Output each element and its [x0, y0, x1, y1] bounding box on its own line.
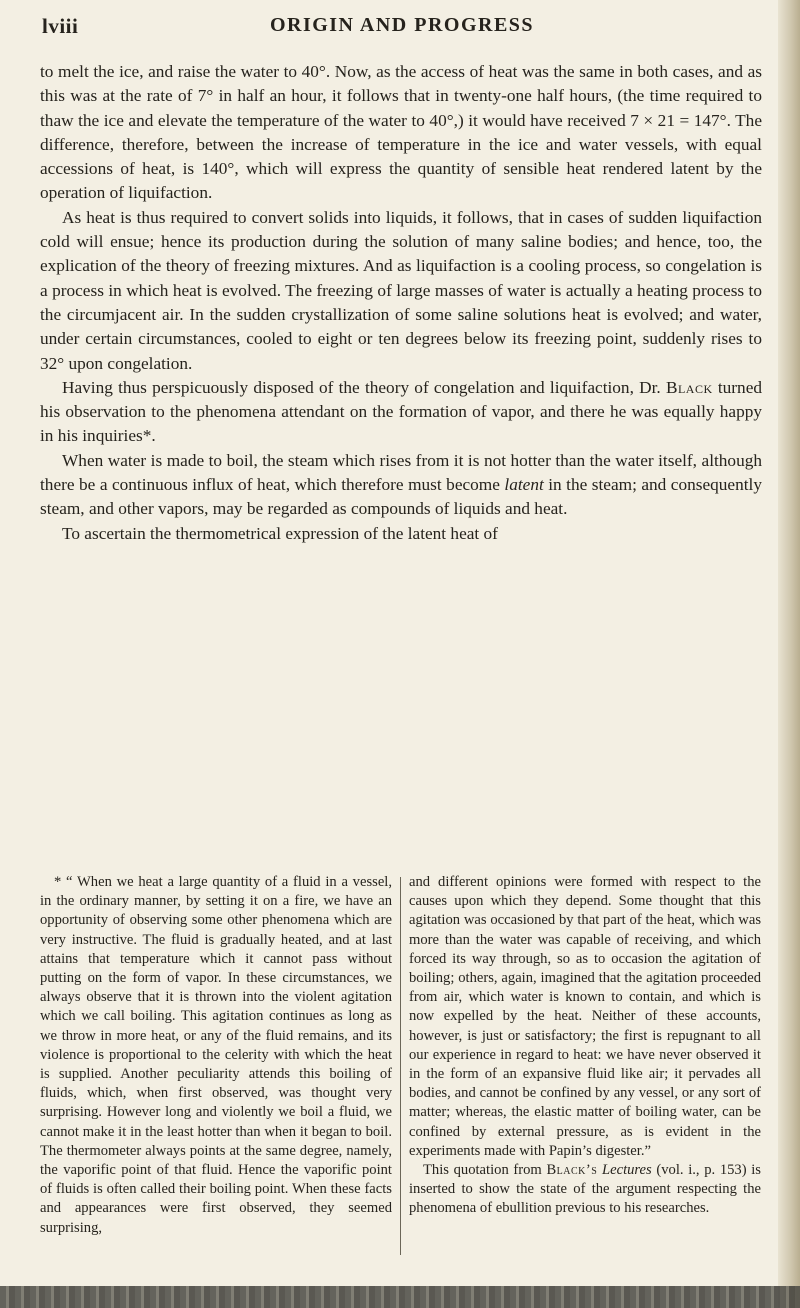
paragraph-3	[40, 376, 762, 449]
paragraph-4-text-a: When water is made to boil, the steam which rises from it is not hotter than the water itself, although there be a continuous influx of heat, which therefore must become	[40, 450, 762, 495]
paragraph-4-text-b: in the steam; and consequently steam, and other vapors, may be regarded as compounds of liquids and heat.	[40, 475, 762, 519]
footnote-right-2b: (vol. i., p. 153) is inserted to show the state of the argument respecting the phenomena of ebullition previous to his researches.	[409, 1162, 761, 1217]
column-divider	[400, 877, 401, 1255]
paragraph-4	[40, 449, 762, 522]
page-edge-bottom	[0, 1286, 800, 1308]
page-header	[42, 14, 762, 44]
paragraph-5: To ascertain the thermometrical expression of the latent heat of	[62, 523, 498, 543]
paragraph-2: As heat is thus required to convert solids into liquids, it follows, that in cases of sudden liquifaction cold will ensue; hence its production during the solution of many saline bodies; and hence, too, the explication of the theory of freezing mixtures. And as liquifaction is a cooling process, so congelation is a process in which heat is evolved. The freezing of large masses of water is actually a heating process to the circumjacent air. In the sudden crystallization of some saline solutions heat is evolved; and water, under certain circumstances, cooled to eight or ten degrees below its freezing point, suddenly rises to 32° upon congelation.	[40, 207, 762, 373]
paragraph-1: to melt the ice, and raise the water to 40°. Now, as the access of heat was the same in both cases, and as this was at the rate of 7° in half an hour, it follows that in twenty-one half hours, (the time required to thaw the ice and elevate the temperature of the water to 40°,) it would have received 7 × 21 = 147°. The difference, therefore, between the increase of temperature in the ice and water vessels, with equal accessions of heat, is 140°, which will express the quantity of sensible heat rendered latent by the operation of liquifaction.	[40, 62, 762, 203]
footnote-column-right	[409, 873, 761, 1219]
main-text	[40, 60, 762, 546]
paragraph-3-text-b: turned his observation to the phenomena attendant on the formation of vapor, and there he was equally happy in his inquiries*.	[40, 377, 763, 446]
footnote-left-text: * “ When we heat a large quantity of a fluid in a vessel, in the ordinary manner, by setting it on a fire, we have an opportunity of observing some other phenomena which are very instructive. The fluid is gradually heated, and at last attains that temperature which it cannot pass without putting on the form of vapor. In these circumstances, we always observe that it is thrown into the violent agitation which we call boiling. This agitation continues as long as we throw in more heat, or any of the fluid remains, and its violence is proportional to the celerity with which the heat is supplied. Another peculiarity attends this boiling of fluids, which, when first observed, was thought very surprising. However long and violently we boil a fluid, we cannot make it in the least hotter than when it began to boil. The thermometer always points at the same degree, namely, the vaporific point of that fluid. Hence the vaporific point of fluids is often called their boiling point. When these facts and appearances were first observed, they seemed surprising,	[40, 874, 392, 1236]
paragraph-3-text-a: Having thus perspicuously disposed of the theory of congelation and liquifaction, Dr.	[62, 377, 666, 397]
page-number: lviii	[42, 14, 79, 38]
page-edge-right	[778, 0, 800, 1308]
italic-latent: latent	[504, 475, 544, 495]
name-black: Black	[665, 377, 713, 397]
running-head: ORIGIN AND PROGRESS	[269, 14, 535, 36]
footnote-right-text-1: and different opinions were formed with respect to the causes upon which they depend. Some thought that this agitation was occasioned by that part of the heat, which was more than the water was capable of receiving, and which forced its way through, so as to occasion the agitation of boiling; others, again, imagined that the agitation proceeded from air, which water is known to contain, and which is now expelled by the heat. Neither of these accounts, however, is just or satisfactory; the first is repugnant to all our experience in regard to heat: we have never observed it in the form of an expansive fluid like air; it pervades all bodies, and cannot be confined by any vessel, or any sort of matter; whereas, the elastic matter of boiling water, can be confined by external pressure, as is evident in the experiments made with Papin’s digester.”	[409, 874, 761, 1159]
italic-lectures: Lectures	[602, 1162, 652, 1179]
footnote-right-2a: This quotation from	[423, 1162, 547, 1179]
footnote-right-text-2	[409, 1161, 761, 1219]
footnote-section	[40, 873, 762, 1283]
footnote-column-left	[40, 873, 392, 1238]
name-blacks: Black’s	[546, 1162, 598, 1179]
